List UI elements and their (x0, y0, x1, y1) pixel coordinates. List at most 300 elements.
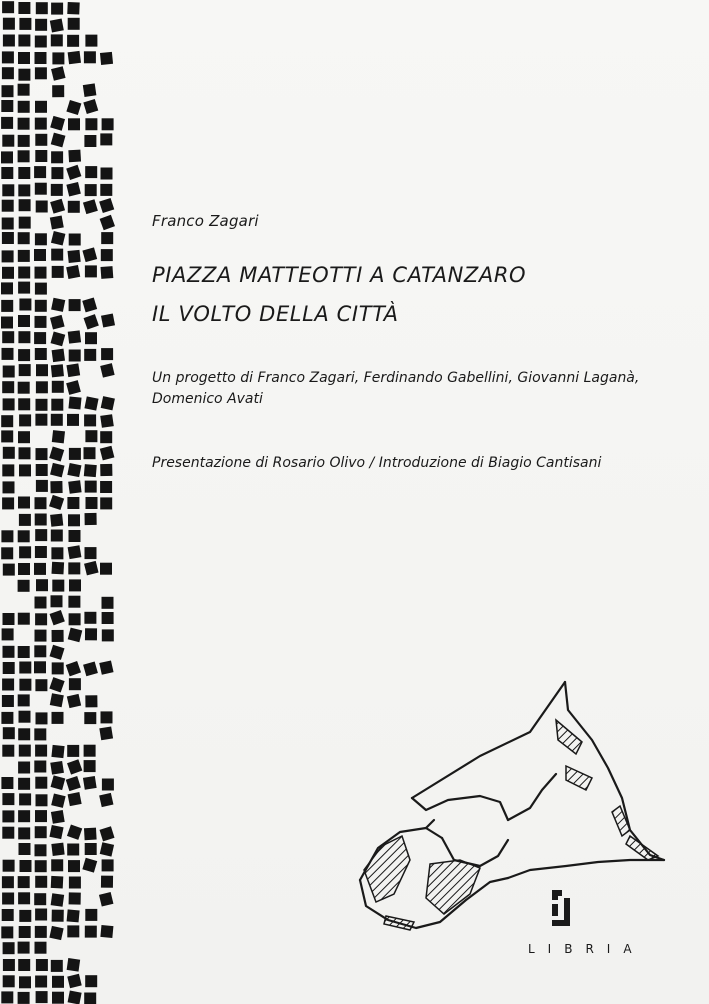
mosaic-square (83, 99, 98, 114)
title-line-1: PIAZZA MATTEOTTI A CATANZARO (152, 263, 527, 287)
mosaic-square (86, 497, 98, 509)
mosaic-square (18, 431, 30, 443)
mosaic-square (100, 184, 112, 196)
mosaic-square (85, 35, 97, 47)
mosaic-square (49, 926, 63, 940)
mosaic-square (19, 18, 31, 30)
mosaic-square (100, 414, 114, 428)
mosaic-square (1, 167, 13, 179)
mosaic-square (68, 480, 81, 493)
mosaic-square (66, 661, 81, 676)
mosaic-square (35, 348, 47, 360)
mosaic-square (18, 118, 30, 130)
mosaic-square (35, 810, 47, 822)
mosaic-square (85, 513, 97, 525)
mosaic-square (51, 793, 65, 807)
mosaic-square (1, 926, 13, 938)
mosaic-square (50, 514, 63, 527)
mosaic-square (50, 315, 65, 330)
mosaic-square (68, 250, 81, 263)
mosaic-square (49, 677, 64, 692)
mosaic-square (50, 693, 64, 707)
mosaic-square (36, 579, 48, 591)
mosaic-square (35, 183, 47, 195)
mosaic-square (36, 399, 48, 411)
mosaic-square (18, 232, 30, 244)
mosaic-square (36, 991, 48, 1003)
mosaic-square (101, 396, 115, 410)
mosaic-square (18, 892, 30, 904)
mosaic-square (3, 35, 15, 47)
mosaic-square (19, 679, 31, 691)
mosaic-square (52, 910, 64, 922)
mosaic-square (85, 118, 97, 130)
mosaic-square (35, 134, 47, 146)
mosaic-square (18, 349, 30, 361)
mosaic-square (1, 100, 13, 112)
mosaic-square (51, 775, 66, 790)
mosaic-square (35, 101, 47, 113)
mosaic-square (49, 446, 64, 461)
mosaic-square (99, 892, 113, 906)
mosaic-square (82, 297, 97, 312)
mosaic-square (35, 19, 47, 31)
mosaic-square (36, 364, 48, 376)
mosaic-square (19, 217, 31, 229)
libria-logo-icon (548, 888, 574, 928)
mosaic-square (51, 414, 63, 426)
mosaic-square (19, 299, 31, 311)
mosaic-square (19, 745, 31, 757)
mosaic-square (2, 679, 14, 691)
mosaic-square (69, 530, 81, 542)
mosaic-square (67, 925, 79, 937)
mosaic-square (3, 18, 15, 30)
mosaic-square (67, 909, 80, 922)
mosaic-square (2, 218, 14, 230)
mosaic-square (68, 990, 82, 1004)
mosaic-square (52, 381, 64, 393)
mosaic-square (34, 645, 46, 657)
mosaic-square (35, 777, 47, 789)
mosaic-square (3, 942, 15, 954)
mosaic-square (35, 909, 47, 921)
square-mosaic-pattern (0, 0, 130, 1004)
mosaic-square (84, 464, 97, 477)
mosaic-square (18, 762, 30, 774)
mosaic-square (35, 546, 47, 558)
mosaic-square (36, 794, 48, 806)
mosaic-square (19, 711, 31, 723)
mosaic-square (66, 776, 81, 791)
mosaic-square (35, 300, 47, 312)
mosaic-square (84, 447, 96, 459)
mosaic-square (67, 759, 82, 774)
mosaic-square (3, 481, 15, 493)
mosaic-square (18, 184, 30, 196)
mosaic-square (68, 596, 80, 608)
mosaic-square (18, 150, 30, 162)
mosaic-square (52, 266, 64, 278)
mosaic-square (34, 332, 46, 344)
mosaic-square (68, 514, 80, 526)
mosaic-square (66, 380, 81, 395)
mosaic-square (51, 843, 64, 856)
mosaic-square (35, 497, 47, 509)
mosaic-square (2, 628, 14, 640)
mosaic-square (100, 464, 112, 476)
mosaic-square (51, 231, 66, 246)
mosaic-square (51, 530, 63, 542)
mosaic-square (18, 69, 30, 81)
mosaic-square (101, 876, 113, 888)
mosaic-square (51, 547, 63, 559)
presentation-credits: Presentazione di Rosario Olivo / Introduzione di Biagio Cantisani (152, 455, 602, 471)
mosaic-square (19, 447, 31, 459)
mosaic-square (18, 827, 30, 839)
mosaic-square (68, 51, 81, 64)
mosaic-square (100, 481, 112, 493)
mosaic-square (82, 858, 97, 873)
mosaic-square (68, 201, 80, 213)
mosaic-square (100, 842, 114, 856)
mosaic-square (18, 282, 30, 294)
mosaic-square (34, 761, 46, 773)
mosaic-square (83, 83, 97, 97)
mosaic-square (52, 976, 64, 988)
mosaic-square (2, 348, 14, 360)
mosaic-square (102, 612, 114, 624)
mosaic-square (2, 381, 14, 393)
mosaic-square (52, 430, 65, 443)
mosaic-square (100, 215, 115, 230)
mosaic-square (51, 876, 64, 889)
mosaic-square (18, 101, 30, 113)
mosaic-square (3, 398, 15, 410)
mosaic-square (101, 313, 115, 327)
mosaic-square (2, 1, 14, 13)
mosaic-square (100, 133, 112, 145)
mosaic-square (18, 728, 30, 740)
mosaic-square (34, 728, 46, 740)
mosaic-square (36, 201, 48, 213)
mosaic-square (50, 761, 64, 775)
mosaic-square (101, 232, 113, 244)
mosaic-square (35, 976, 47, 988)
mosaic-square (34, 893, 46, 905)
mosaic-square (18, 2, 30, 14)
mosaic-square (3, 975, 15, 987)
mosaic-square (51, 595, 63, 607)
mosaic-square (67, 958, 81, 972)
mosaic-square (35, 52, 47, 64)
mosaic-square (68, 562, 80, 574)
mosaic-square (36, 2, 48, 14)
mosaic-square (85, 547, 97, 559)
mosaic-square (101, 711, 113, 723)
mosaic-square (83, 199, 98, 214)
mosaic-square (2, 893, 14, 905)
mosaic-square (18, 35, 30, 47)
mosaic-square (19, 414, 31, 426)
mosaic-square (51, 249, 63, 261)
mosaic-square (1, 300, 13, 312)
mosaic-square (100, 497, 112, 509)
mosaic-square (19, 364, 31, 376)
mosaic-square (69, 234, 81, 246)
mosaic-square (2, 810, 14, 822)
mosaic-square (66, 182, 80, 196)
mosaic-square (50, 463, 64, 477)
mosaic-square (34, 249, 46, 261)
mosaic-square (2, 267, 14, 279)
mosaic-square (52, 662, 64, 674)
mosaic-square (18, 52, 30, 64)
mosaic-square (69, 350, 81, 362)
mosaic-square (67, 463, 81, 477)
mosaic-square (52, 992, 64, 1004)
mosaic-square (18, 267, 30, 279)
mosaic-square (1, 117, 13, 129)
mosaic-square (67, 974, 81, 988)
mosaic-square (1, 530, 13, 542)
mosaic-square (2, 250, 14, 262)
mosaic-square (18, 959, 30, 971)
mosaic-square (3, 662, 15, 674)
mosaic-square (69, 579, 81, 591)
mosaic-square (84, 993, 96, 1004)
mosaic-square (19, 793, 31, 805)
mosaic-square (18, 315, 30, 327)
mosaic-square (36, 448, 48, 460)
mosaic-square (35, 150, 47, 162)
mosaic-square (85, 695, 97, 707)
mosaic-square (18, 382, 30, 394)
mosaic-square (34, 563, 46, 575)
mosaic-square (35, 860, 47, 872)
mosaic-square (1, 712, 13, 724)
mosaic-square (19, 926, 31, 938)
mosaic-square (35, 514, 47, 526)
title-line-2: IL VOLTO DELLA CITTÀ (152, 302, 399, 326)
mosaic-square (82, 247, 97, 262)
mosaic-square (51, 745, 64, 758)
mosaic-square (51, 151, 63, 163)
mosaic-square (69, 299, 81, 311)
mosaic-square (100, 431, 112, 443)
mosaic-square (20, 860, 32, 872)
project-credits: Un progetto di Franco Zagari, Ferdinando Gabellini, Giovanni Laganà, Domenico Avati (152, 370, 640, 407)
mosaic-square (99, 793, 113, 807)
mosaic-square (3, 860, 15, 872)
mosaic-square (3, 564, 15, 576)
mosaic-square (1, 991, 13, 1003)
piazza-plan-drawing (330, 670, 680, 940)
mosaic-square (51, 399, 63, 411)
mosaic-square (18, 167, 30, 179)
mosaic-square (35, 826, 47, 838)
mosaic-square (50, 199, 65, 214)
mosaic-square (83, 776, 97, 790)
mosaic-square (1, 430, 13, 442)
mosaic-square (3, 727, 15, 739)
mosaic-square (18, 497, 30, 509)
mosaic-square (67, 2, 79, 14)
mosaic-square (36, 381, 48, 393)
mosaic-square (51, 298, 65, 312)
book-title (152, 256, 526, 334)
mosaic-square (67, 497, 79, 509)
mosaic-square (1, 317, 13, 329)
mosaic-square (2, 876, 14, 888)
mosaic-square (100, 363, 114, 377)
mosaic-square (35, 414, 47, 426)
mosaic-square (51, 34, 63, 46)
mosaic-square (2, 695, 14, 707)
mosaic-square (102, 118, 114, 130)
mosaic-square (18, 580, 30, 592)
mosaic-square (3, 959, 15, 971)
mosaic-square (2, 67, 14, 79)
mosaic-square (68, 792, 82, 806)
mosaic-square (85, 843, 97, 855)
mosaic-square (18, 646, 30, 658)
mosaic-square (51, 562, 64, 575)
mosaic-square (50, 116, 65, 131)
mosaic-square (68, 628, 83, 643)
mosaic-square (52, 52, 64, 64)
mosaic-square (18, 331, 30, 343)
mosaic-square (99, 826, 114, 841)
mosaic-square (2, 135, 14, 147)
mosaic-square (51, 184, 63, 196)
mosaic-square (52, 630, 64, 642)
mosaic-square (1, 777, 13, 789)
mosaic-square (18, 810, 30, 822)
mosaic-square (102, 779, 114, 791)
mosaic-square (85, 430, 97, 442)
mosaic-square (52, 712, 64, 724)
publisher-name: LIBRIA (528, 942, 645, 956)
mosaic-square (66, 363, 80, 377)
mosaic-square (99, 660, 113, 674)
mosaic-square (69, 678, 81, 690)
mosaic-square (66, 100, 81, 115)
mosaic-square (19, 514, 31, 526)
mosaic-square (84, 51, 96, 63)
mosaic-square (69, 448, 81, 460)
mosaic-square (3, 366, 15, 378)
mosaic-square (35, 267, 47, 279)
mosaic-square (18, 694, 30, 706)
mosaic-square (84, 745, 96, 757)
mosaic-square (51, 364, 64, 377)
mosaic-square (34, 661, 46, 673)
mosaic-square (102, 859, 114, 871)
mosaic-square (2, 232, 14, 244)
mosaic-square (1, 415, 13, 427)
mosaic-square (68, 330, 81, 343)
mosaic-square (69, 877, 81, 889)
mosaic-square (101, 249, 113, 261)
mosaic-square (2, 51, 14, 63)
mosaic-square (35, 630, 47, 642)
mosaic-square (99, 727, 113, 741)
mosaic-square (84, 712, 96, 724)
mosaic-square (69, 892, 81, 904)
mosaic-square (100, 446, 115, 461)
mosaic-square (2, 745, 14, 757)
mosaic-square (84, 349, 96, 361)
mosaic-square (35, 529, 47, 541)
mosaic-square (101, 348, 113, 360)
mosaic-square (35, 613, 47, 625)
mosaic-square (18, 250, 30, 262)
mosaic-square (100, 52, 113, 65)
mosaic-square (84, 760, 96, 772)
mosaic-square (35, 36, 47, 48)
mosaic-square (50, 18, 64, 32)
mosaic-square (50, 481, 62, 493)
mosaic-square (84, 314, 99, 329)
mosaic-square (52, 85, 64, 97)
mosaic-square (68, 18, 80, 30)
mosaic-square (1, 547, 13, 559)
mosaic-square (1, 151, 13, 163)
mosaic-square (51, 893, 65, 907)
mosaic-square (68, 118, 80, 130)
mosaic-square (52, 580, 64, 592)
mosaic-square (100, 563, 112, 575)
mosaic-square (85, 166, 97, 178)
mosaic-square (85, 265, 97, 277)
mosaic-square (35, 233, 47, 245)
mosaic-square (100, 925, 113, 938)
mosaic-square (68, 545, 82, 559)
mosaic-square (49, 495, 64, 510)
mosaic-square (2, 793, 14, 805)
mosaic-square (49, 825, 63, 839)
mosaic-square (35, 745, 47, 757)
mosaic-square (84, 414, 96, 426)
mosaic-square (35, 316, 47, 328)
mosaic-square (51, 133, 66, 148)
mosaic-square (19, 976, 31, 988)
mosaic-square (49, 645, 64, 660)
mosaic-square (66, 165, 81, 180)
mosaic-square (101, 168, 113, 180)
mosaic-square (36, 480, 48, 492)
mosaic-square (35, 876, 47, 888)
mosaic-square (67, 414, 79, 426)
mosaic-square (2, 200, 14, 212)
mosaic-square (67, 745, 79, 757)
mosaic-square (68, 860, 80, 872)
mosaic-square (50, 216, 64, 230)
mosaic-square (85, 481, 97, 493)
mosaic-square (35, 679, 47, 691)
mosaic-square (84, 561, 99, 576)
mosaic-square (18, 530, 30, 542)
mosaic-square (102, 597, 114, 609)
mosaic-square (67, 825, 82, 840)
author-name: Franco Zagari (152, 212, 259, 230)
mosaic-square (1, 282, 13, 294)
mosaic-square (68, 396, 81, 409)
mosaic-square (34, 166, 46, 178)
mosaic-square (67, 35, 79, 47)
mosaic-square (66, 265, 80, 279)
